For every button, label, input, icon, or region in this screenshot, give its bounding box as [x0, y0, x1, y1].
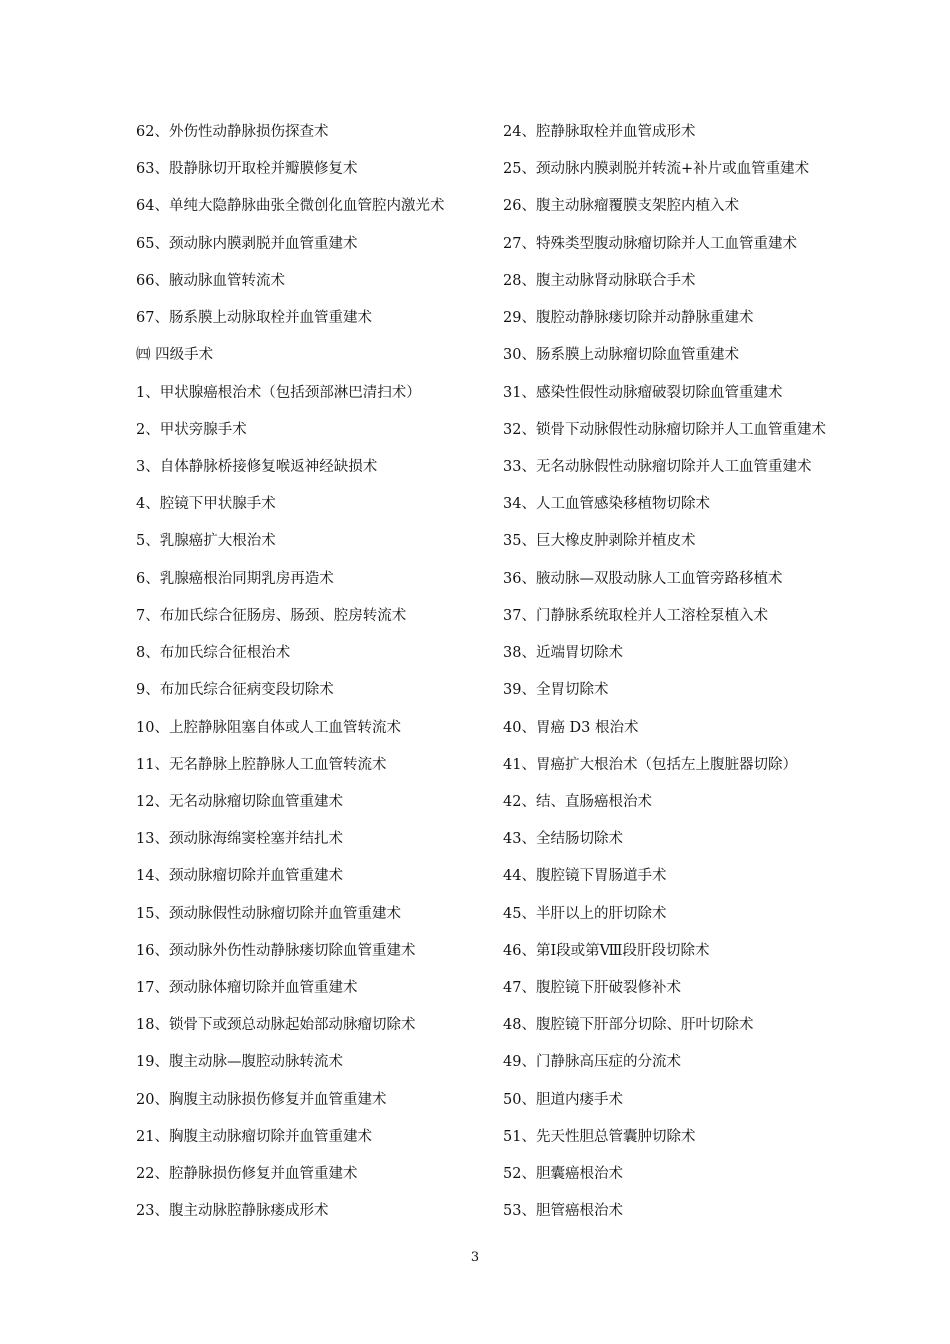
right-column-list-item: 31、感染性假性动脉瘤破裂切除血管重建术 — [503, 384, 783, 401]
left-column-list-item: 4、腔镜下甲状腺手术 — [136, 496, 276, 513]
left-column-list-item: 2、甲状旁腺手术 — [136, 421, 247, 438]
left-column-list-item: 12、无名动脉瘤切除血管重建术 — [136, 793, 343, 810]
right-column-list-item: 46、第Ⅰ段或第Ⅷ段肝段切除术 — [503, 942, 710, 959]
right-column-list-item: 50、胆道内瘘手术 — [503, 1091, 623, 1108]
left-column-list-item: 23、腹主动脉腔静脉瘘成形术 — [136, 1203, 329, 1220]
left-column — [136, 114, 486, 1231]
left-column-list-item: 10、上腔静脉阻塞自体或人工血管转流术 — [136, 719, 401, 736]
left-column-list-item: 15、颈动脉假性动脉瘤切除并血管重建术 — [136, 905, 401, 922]
right-column-list-item: 39、全胃切除术 — [503, 682, 609, 699]
page-number: 3 — [470, 1250, 480, 1265]
left-column-list-item: 18、锁骨下或颈总动脉起始部动脉瘤切除术 — [136, 1017, 416, 1034]
right-column-list-item: 33、无名动脉假性动脉瘤切除并人工血管重建术 — [503, 458, 812, 475]
right-column-list-item: 42、结、直肠癌根治术 — [503, 793, 652, 810]
right-column-list-item: 35、巨大橡皮肿剥除并植皮术 — [503, 533, 696, 550]
left-column-list-item: 19、腹主动脉—腹腔动脉转流术 — [136, 1054, 343, 1071]
right-column — [503, 114, 843, 1231]
right-column-list-item: 48、腹腔镜下肝部分切除、肝叶切除术 — [503, 1017, 754, 1034]
right-column-list-item: 25、颈动脉内膜剥脱并转流+补片或血管重建术 — [503, 161, 810, 178]
left-column-list-item: 63、股静脉切开取栓并瓣膜修复术 — [136, 161, 358, 178]
left-column-list-item: 65、颈动脉内膜剥脱并血管重建术 — [136, 235, 358, 252]
right-column-list-item: 52、胆囊癌根治术 — [503, 1166, 623, 1183]
right-column-list-item: 47、腹腔镜下肝破裂修补术 — [503, 980, 681, 997]
left-column-list-item: 1、甲状腺癌根治术（包括颈部淋巴清扫术） — [136, 384, 421, 401]
left-column-list-item: 16、颈动脉外伤性动静脉瘘切除血管重建术 — [136, 942, 416, 959]
left-column-list-item: 3、自体静脉桥接修复喉返神经缺损术 — [136, 458, 378, 475]
right-column-list-item: 32、锁骨下动脉假性动脉瘤切除并人工血管重建术 — [503, 421, 826, 438]
right-column-list-item: 53、胆管癌根治术 — [503, 1203, 623, 1220]
left-column-list-item: 6、乳腺癌根治同期乳房再造术 — [136, 570, 334, 587]
right-column-list-item: 40、胃癌 D3 根治术 — [503, 719, 639, 736]
left-column-list-item: 22、腔静脉损伤修复并血管重建术 — [136, 1166, 358, 1183]
right-column-list-item: 27、特殊类型腹动脉瘤切除并人工血管重建术 — [503, 235, 797, 252]
right-column-list-item: 24、腔静脉取栓并血管成形术 — [503, 124, 696, 140]
right-column-list-item: 43、全结肠切除术 — [503, 831, 623, 848]
right-column-list-item: 44、腹腔镜下胃肠道手术 — [503, 868, 667, 885]
right-column-list-item: 51、先天性胆总管囊肿切除术 — [503, 1128, 696, 1145]
right-column-list-item: 36、腋动脉—双股动脉人工血管旁路移植术 — [503, 570, 783, 587]
left-column-list-item: 11、无名静脉上腔静脉人工血管转流术 — [136, 756, 387, 773]
left-column-list-item: 14、颈动脉瘤切除并血管重建术 — [136, 868, 343, 885]
left-column-list-item: 17、颈动脉体瘤切除并血管重建术 — [136, 980, 358, 997]
right-column-list-item: 38、近端胃切除术 — [503, 645, 623, 662]
left-column-list-item: 67、肠系膜上动脉取栓并血管重建术 — [136, 310, 372, 327]
right-column-list-item: 45、半肝以上的肝切除术 — [503, 905, 667, 922]
right-column-list-item: 29、腹腔动静脉瘘切除并动静脉重建术 — [503, 310, 754, 327]
right-column-list-item: 41、胃癌扩大根治术（包括左上腹脏器切除） — [503, 756, 797, 773]
left-column-list-item: 66、腋动脉血管转流术 — [136, 272, 285, 289]
left-column-list-item: 21、胸腹主动脉瘤切除并血管重建术 — [136, 1128, 372, 1145]
right-column-list-item: 30、肠系膜上动脉瘤切除血管重建术 — [503, 347, 739, 364]
left-column-list-item: ㈣ 四级手术 — [136, 347, 214, 364]
left-column-list-item: 13、颈动脉海绵窦栓塞并结扎术 — [136, 831, 343, 848]
left-column-list-item: 62、外伤性动静脉损伤探查术 — [136, 124, 329, 140]
right-column-list-item: 34、人工血管感染移植物切除术 — [503, 496, 710, 513]
left-column-list-item: 64、单纯大隐静脉曲张全微创化血管腔内激光术 — [136, 198, 445, 215]
left-column-list-item: 7、布加氏综合征肠房、肠颈、腔房转流术 — [136, 607, 407, 624]
left-column-list-item: 5、乳腺癌扩大根治术 — [136, 533, 276, 550]
right-column-list-item: 28、腹主动脉肾动脉联合手术 — [503, 272, 696, 289]
left-column-list-item: 9、布加氏综合征病变段切除术 — [136, 682, 334, 699]
left-column-list-item: 20、胸腹主动脉损伤修复并血管重建术 — [136, 1091, 387, 1108]
left-column-list-item: 8、布加氏综合征根治术 — [136, 645, 291, 662]
right-column-list-item: 49、门静脉高压症的分流术 — [503, 1054, 681, 1071]
right-column-list-item: 37、门静脉系统取栓并人工溶栓泵植入术 — [503, 607, 768, 624]
right-column-list-item: 26、腹主动脉瘤覆膜支架腔内植入术 — [503, 198, 739, 215]
